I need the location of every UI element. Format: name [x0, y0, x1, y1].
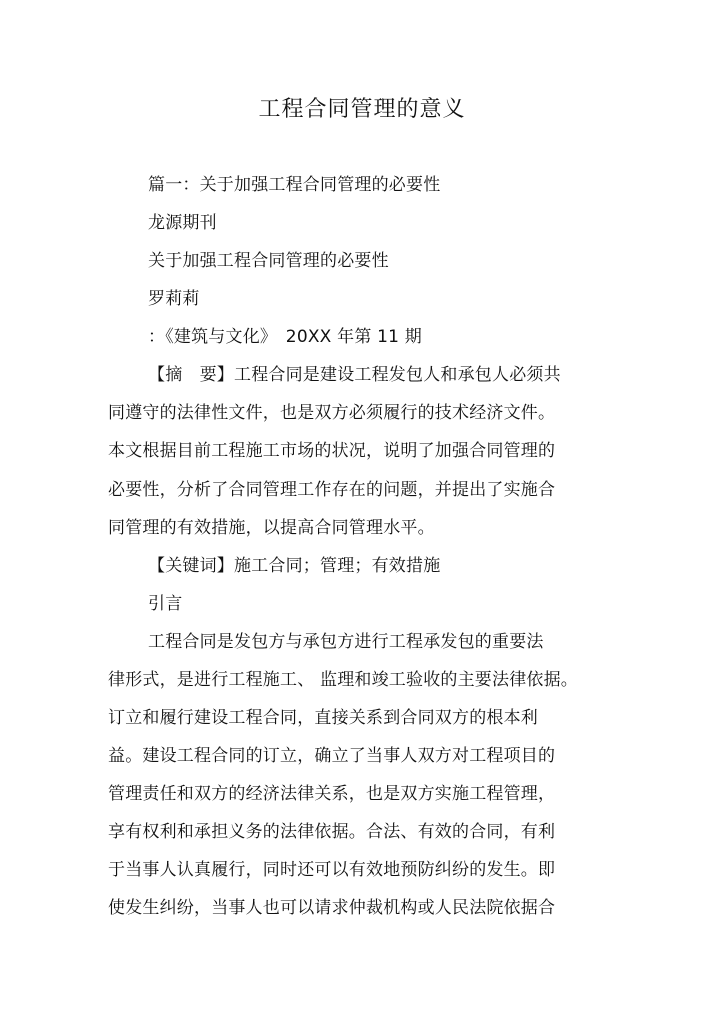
abstract-line: 本文根据目前工程施工市场的状况，说明了加强合同管理的	[108, 441, 556, 461]
body-line: 益。建设工程合同的订立，确立了当事人双方对工程项目的	[108, 746, 556, 766]
body-line: 享有权利和承担义务的法律依据。合法、有效的合同，有利	[108, 822, 556, 842]
abstract-line: 同遵守的法律性文件，也是双方必须履行的技术经济文件。	[108, 403, 556, 423]
body-line: 使发生纠纷，当事人也可以请求仲裁机构或人民法院依据合	[108, 898, 556, 918]
keywords-line: 【关键词】施工合同；管理；有效措施	[148, 556, 441, 576]
document-title: 工程合同管理的意义	[258, 97, 466, 122]
abstract-line: 同管理的有效措施，以提高合同管理水平。	[108, 518, 435, 538]
body-line: 于当事人认真履行，同时还可以有效地预防纠纷的发生。即	[108, 860, 556, 880]
source-line: ：《建筑与文化》 20XX 年第 11 期	[148, 327, 422, 347]
abstract-line: 【摘 要】工程合同是建设工程发包人和承包人必须共	[148, 365, 561, 385]
section-heading: 篇一：关于加强工程合同管理的必要性	[148, 175, 441, 195]
body-line: 管理责任和双方的经济法律关系，也是双方实施工程管理，	[108, 784, 556, 804]
author-name: 罗莉莉	[148, 289, 200, 309]
abstract-line: 必要性，分析了合同管理工作存在的问题，并提出了实施合	[108, 480, 556, 500]
body-line: 律形式，是进行工程施工、 监理和竣工验收的主要法律依据。	[108, 670, 579, 690]
body-line: 订立和履行建设工程合同，直接关系到合同双方的根本利	[108, 708, 538, 728]
introduction-heading: 引言	[148, 594, 183, 614]
journal-name: 龙源期刊	[148, 213, 217, 233]
body-line: 工程合同是发包方与承包方进行工程承发包的重要法	[148, 632, 544, 652]
article-title: 关于加强工程合同管理的必要性	[148, 251, 389, 271]
